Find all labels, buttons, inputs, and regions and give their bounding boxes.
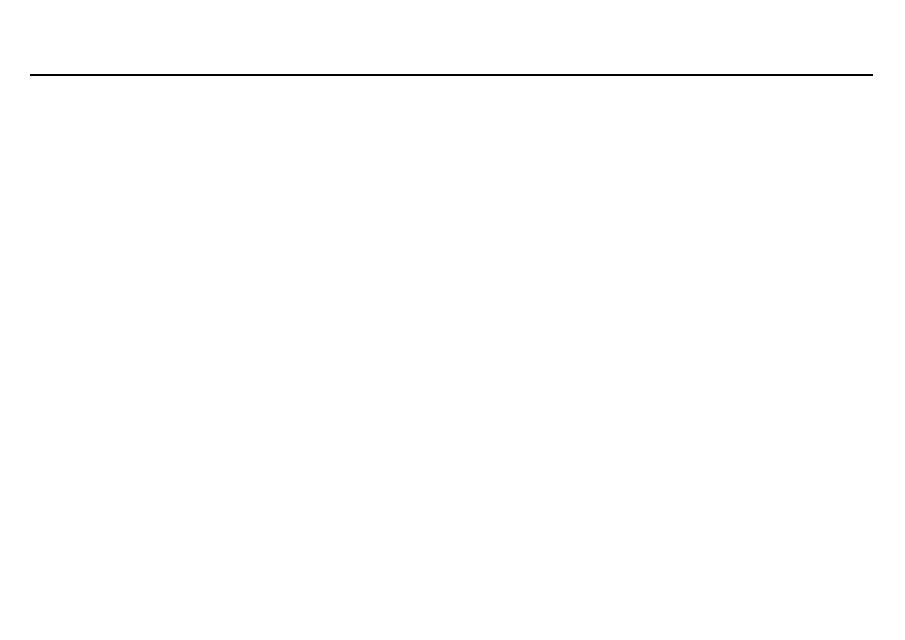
goal-caption xyxy=(31,76,873,105)
goal-caption-row xyxy=(31,76,873,105)
program-table xyxy=(30,74,873,104)
